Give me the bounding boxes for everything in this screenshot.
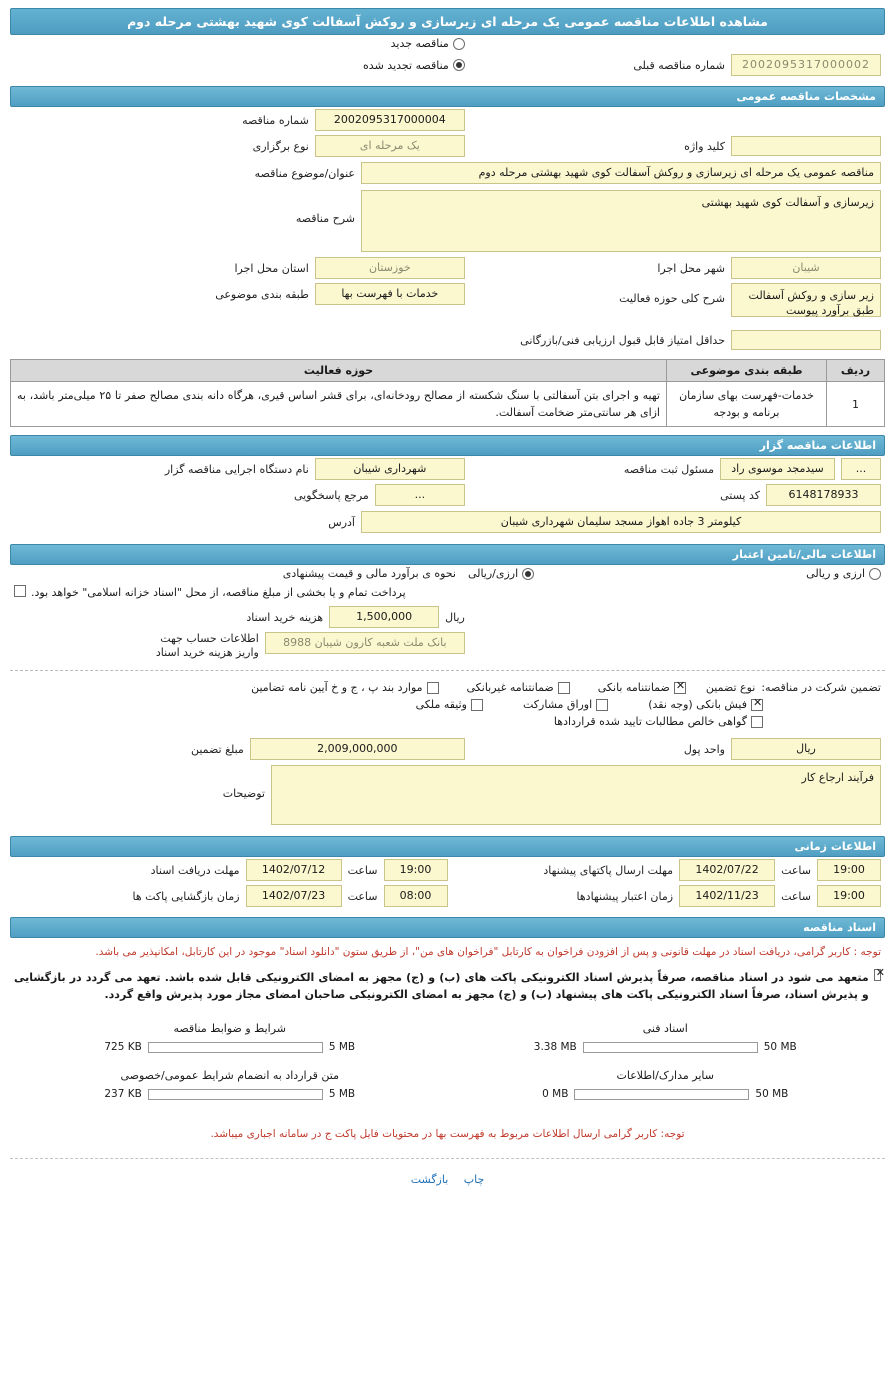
doc-size-other: 0 MB <box>542 1088 569 1100</box>
row-timing-1 <box>10 857 885 883</box>
row-location <box>10 255 885 281</box>
proposal-send-time[interactable]: 19:00 <box>817 859 881 881</box>
doc-size-contract: 237 KB <box>104 1088 142 1100</box>
row-contact <box>10 482 885 508</box>
guarantee-property-deed-checkbox[interactable] <box>471 699 483 711</box>
activity-scope-label: شرح کلی حوزه فعالیت <box>619 292 725 305</box>
cell-scope: تهیه و اجرای بتن آسفالتی با سنگ شکسته از مصالح رودخانه‌ای، برای قشر اساس قیری، هرگاه دانه بندی مصالح صفر تا ۲۵ میلی‌متر باشد، به ازای هر سانتی‌متر ضخامت آسفالت. <box>11 382 667 427</box>
opening-label: زمان بازگشایی پاکت ها <box>132 889 240 903</box>
back-link[interactable]: بازگشت <box>410 1173 449 1186</box>
previous-tender-number-value[interactable]: 2002095317000002 <box>731 54 881 76</box>
doc-receive-time[interactable]: 19:00 <box>384 859 448 881</box>
doc-title-other: سایر مدارک/اطلاعات <box>616 1069 714 1082</box>
tender-number-value[interactable]: 2002095317000004 <box>315 109 465 131</box>
doc-cell-contract <box>12 1061 448 1108</box>
guarantee-property-deed[interactable] <box>416 698 483 711</box>
proposal-send-date[interactable]: 1402/07/22 <box>679 859 775 881</box>
keyword-value[interactable] <box>731 136 881 156</box>
doc-cost-value[interactable]: 1,500,000 <box>329 606 439 628</box>
account-info-value[interactable]: بانک ملت شعبه کارون شیبان 8988 <box>265 632 465 654</box>
doc-max-contract: 5 MB <box>328 1088 356 1100</box>
doc-receive-label: مهلت دریافت اسناد <box>150 863 240 877</box>
description-value[interactable]: زیرسازی و آسفالت کوی شهید بهشتی <box>361 190 881 252</box>
doc-title-terms: شرایط و ضوابط مناقصه <box>173 1022 286 1035</box>
guarantee-nonbank-guarantee[interactable] <box>467 681 570 694</box>
doc-bar-technical <box>458 1041 874 1053</box>
doc-cell-other <box>448 1061 884 1108</box>
guarantee-net-claims-label: گواهی خالص مطالبات تایید شده قراردادها <box>553 715 747 728</box>
documents-bottom-note: توجه: کاربر گرامی ارسال اطلاعات مربوط به فهرست بها در محتویات فایل پاکت ج در سامانه اجباری میباشد. <box>210 1128 685 1140</box>
min-score-label: حداقل امتیاز قابل قبول ارزیابی فنی/بازرگانی <box>520 333 725 347</box>
guarantee-bank-guarantee-checkbox[interactable] <box>674 682 686 694</box>
guarantee-amount-value[interactable]: 2,009,000,000 <box>250 738 465 760</box>
row-estimate-type <box>10 565 885 582</box>
col-scope: حوزه فعالیت <box>11 360 667 382</box>
validity-time-label: ساعت <box>781 889 811 903</box>
doc-bar-other <box>458 1088 874 1100</box>
address-value[interactable]: کیلومتر 3 جاده اهواز مسجد سلیمان شهرداری شیبان <box>361 511 881 533</box>
row-guarantee-type-2 <box>10 696 885 713</box>
doc-title-technical: اسناد فنی <box>642 1022 688 1035</box>
opening-date[interactable]: 1402/07/23 <box>246 885 342 907</box>
radio-rial-and-currency-dot[interactable] <box>869 568 881 580</box>
row-description <box>10 187 885 255</box>
radio-rial-currency[interactable] <box>468 567 534 580</box>
doc-receive-date[interactable]: 1402/07/12 <box>246 859 342 881</box>
row-guarantee-type-3 <box>10 713 885 730</box>
section-timing-header: اطلاعات زمانی <box>10 836 885 857</box>
contact-value[interactable]: ... <box>375 484 465 506</box>
tender-type-row-new <box>10 35 885 52</box>
doc-max-terms: 5 MB <box>328 1041 356 1053</box>
doc-size-terms: 725 KB <box>104 1041 142 1053</box>
documents-red-note: توجه : کاربر گرامی، دریافت اسناد در مهلت قانونی و پس از افزودن فراخوان به کارتابل "فراخوان های من"، از طریق ستون "دانلود اسناد" موجود در این کارتابل، امکانپذیر می باشد. <box>95 946 881 958</box>
doc-cost-unit: ریال <box>445 610 465 624</box>
row-islamic-treasury <box>10 582 885 604</box>
radio-rial-and-currency-label: ارزی و ریالی <box>806 567 865 580</box>
city-label: شهر محل اجرا <box>657 261 725 275</box>
documents-file-grid <box>10 1006 885 1112</box>
guarantee-amount-label: مبلغ تضمین <box>190 742 244 756</box>
doc-progress-technical <box>583 1042 758 1053</box>
min-score-value[interactable] <box>731 330 881 350</box>
radio-rial-and-currency[interactable] <box>806 567 881 580</box>
row-tender-number <box>10 107 885 133</box>
guarantee-cash-receipt[interactable] <box>648 698 763 711</box>
row-guarantee-type-1 <box>10 679 885 696</box>
radio-rial-currency-dot[interactable] <box>522 568 534 580</box>
subject-value[interactable]: مناقصه عمومی یک مرحله ای زیرسازی و روکش آسفالت کوی شهید بهشتی مرحله دوم <box>361 162 881 184</box>
doc-title-contract: متن قرارداد به انضمام شرایط عمومی/خصوصی <box>120 1069 339 1082</box>
doc-cell-technical <box>448 1014 884 1061</box>
validity-date[interactable]: 1402/11/23 <box>679 885 775 907</box>
radio-new-tender[interactable] <box>391 37 465 50</box>
radio-renewed-tender-dot[interactable] <box>453 59 465 71</box>
print-link[interactable]: چاپ <box>463 1173 485 1186</box>
doc-progress-contract <box>148 1089 323 1100</box>
postal-code-label: کد پستی <box>720 488 760 502</box>
agency-label: نام دستگاه اجرایی مناقصه گزار <box>164 462 309 476</box>
radio-rial-currency-label: ارزی/ریالی <box>467 567 519 580</box>
guarantee-notes-label: توضیحات <box>222 787 265 800</box>
doc-progress-other <box>574 1089 749 1100</box>
estimate-type-label: نحوه ی برآورد مالی و قیمت پیشنهادی <box>282 567 456 580</box>
guarantee-cash-receipt-checkbox[interactable] <box>751 699 763 711</box>
doc-receive-time-label: ساعت <box>347 863 378 877</box>
province-label: استان محل اجرا <box>234 261 309 275</box>
row-subject <box>10 159 885 187</box>
doc-progress-terms <box>148 1042 323 1053</box>
doc-size-technical: 3.38 MB <box>533 1041 577 1053</box>
doc-bar-terms <box>22 1041 438 1053</box>
category-label: طبقه بندی موضوعی <box>215 287 309 301</box>
activity-table <box>10 359 885 427</box>
account-info-label: اطلاعات حساب جهت واریز هزینه خرید اسناد <box>155 632 259 659</box>
address-label: آدرس <box>328 515 355 529</box>
doc-bar-contract <box>22 1088 438 1100</box>
radio-renewed-tender-label: مناقصه تجدید شده <box>363 58 449 72</box>
subject-label: عنوان/موضوع مناقصه <box>254 166 355 180</box>
proposal-send-label: مهلت ارسال پاکتهای پیشنهاد <box>543 863 674 877</box>
description-label: شرح مناقصه <box>295 212 355 225</box>
currency-value[interactable]: ریال <box>731 738 881 760</box>
keyword-label: کلید واژه <box>684 139 725 153</box>
radio-new-tender-dot[interactable] <box>453 38 465 50</box>
guarantee-bank-guarantee[interactable] <box>598 681 686 694</box>
guarantee-clause-items-checkbox[interactable] <box>427 682 439 694</box>
col-row-no: ردیف <box>827 360 885 382</box>
row-holding-type <box>10 133 885 159</box>
currency-label: واحد پول <box>683 742 725 756</box>
guarantee-bonds-checkbox[interactable] <box>596 699 608 711</box>
holding-type-label: نوع برگزاری <box>252 139 309 153</box>
doc-max-technical: 50 MB <box>763 1041 797 1053</box>
commitment-checkbox[interactable] <box>874 969 881 981</box>
row-timing-2 <box>10 883 885 909</box>
row-guarantee-amount <box>10 736 885 762</box>
guarantee-clause-items-label: موارد بند پ ، ج و خ آیین نامه تضامین <box>251 681 423 694</box>
section-general-header: مشخصات مناقصه عمومی <box>10 86 885 107</box>
proposal-send-time-label: ساعت <box>781 863 811 877</box>
page-title: مشاهده اطلاعات مناقصه عمومی یک مرحله ای زیرسازی و روکش آسفالت کوی شهید بهشتی مرحله دوم <box>10 8 885 35</box>
guarantee-net-claims[interactable] <box>554 715 763 728</box>
previous-tender-number-label: شماره مناقصه قبلی <box>633 58 725 72</box>
doc-cell-terms <box>12 1014 448 1061</box>
radio-new-tender-label: مناقصه جدید <box>390 37 449 50</box>
participation-guarantee-label: تضمین شرکت در مناقصه: <box>761 681 881 694</box>
agency-value[interactable]: شهرداری شیبان <box>315 458 465 480</box>
guarantee-property-deed-label: وثیقه ملکی <box>415 698 467 711</box>
row-agency <box>10 456 885 482</box>
commitment-text: متعهد می شود در اسناد مناقصه، صرفاً پذیرش اسناد الکترونیکی پاکت های (ب) و (ج) مجهز به امضای الکترونیکی قابل شده باشد. تعهد می گردد در بازگشایی و پذیرش اسناد، صرفاً اسناد الکترونیکی پاکت های پیشنهاد (ب) و (ج) مجهز به امضای الکترونیکی صاحبان امضای مجاز مورد پذیرش واقع گردد. <box>14 971 869 1001</box>
guarantee-clause-items[interactable] <box>251 681 438 694</box>
divider-guarantee <box>10 670 885 671</box>
category-value[interactable]: خدمات با فهرست بها <box>315 283 465 305</box>
validity-time[interactable]: 19:00 <box>817 885 881 907</box>
table-row <box>11 382 885 427</box>
cell-classification: خدمات-فهرست بهای سازمان برنامه و بودجه <box>667 382 827 427</box>
islamic-treasury-note: پرداخت تمام و یا بخشی از مبلغ مناقصه، از محل "اسناد خزانه اسلامی" خواهد بود. <box>31 586 406 599</box>
guarantee-bank-guarantee-label: ضمانتنامه بانکی <box>597 681 670 694</box>
section-documents-header: اسناد مناقصه <box>10 917 885 938</box>
cell-row-no: 1 <box>827 382 885 427</box>
radio-renewed-tender[interactable] <box>363 59 465 72</box>
section-organizer-header: اطلاعات مناقصه گزار <box>10 435 885 456</box>
row-min-score <box>10 327 885 353</box>
postal-code-value[interactable]: 6148178933 <box>766 484 881 506</box>
row-address <box>10 508 885 536</box>
doc-max-other: 50 MB <box>755 1088 789 1100</box>
section-financial-header: اطلاعات مالی/تامین اعتبار <box>10 544 885 565</box>
holding-type-value[interactable]: یک مرحله ای <box>315 135 465 157</box>
guarantee-notes-value[interactable]: فرآیند ارجاع کار <box>271 765 881 825</box>
guarantee-nonbank-guarantee-checkbox[interactable] <box>558 682 570 694</box>
row-doc-cost <box>10 604 885 630</box>
row-guarantee-notes <box>10 762 885 828</box>
doc-cost-label: هزینه خرید اسناد <box>246 610 324 624</box>
commitment-row <box>10 966 885 1006</box>
guarantee-net-claims-checkbox[interactable] <box>751 716 763 728</box>
registrar-extra[interactable]: ... <box>841 458 881 480</box>
guarantee-cash-receipt-label: فیش بانکی (وجه نقد) <box>648 698 747 711</box>
col-classification: طبقه بندی موضوعی <box>667 360 827 382</box>
contact-label: مرجع پاسخگویی <box>293 488 369 502</box>
row-account-info <box>10 630 885 662</box>
activity-table-header-row <box>11 360 885 382</box>
footer-actions <box>10 1163 885 1190</box>
opening-time[interactable]: 08:00 <box>384 885 448 907</box>
footer-divider <box>10 1158 885 1159</box>
guarantee-bonds[interactable] <box>523 698 608 711</box>
province-value[interactable]: خوزستان <box>315 257 465 279</box>
opening-time-label: ساعت <box>347 889 378 903</box>
city-value[interactable]: شیبان <box>731 257 881 279</box>
validity-label: زمان اعتبار پیشنهادها <box>576 889 674 903</box>
row-category <box>10 281 885 319</box>
tender-number-label: شماره مناقصه <box>242 113 309 127</box>
guarantee-type-label: نوع تضمین <box>705 681 756 694</box>
islamic-treasury-checkbox[interactable] <box>14 585 26 597</box>
activity-scope-value[interactable]: زیر سازی و روکش آسفالت طبق برآورد پیوست <box>731 283 881 317</box>
registrar-value[interactable]: سیدمجد موسوی راد <box>720 458 835 480</box>
guarantee-nonbank-guarantee-label: ضمانتنامه غیربانکی <box>466 681 554 694</box>
registrar-label: مسئول ثبت مناقصه <box>623 462 714 476</box>
tender-type-row-renewed <box>10 52 885 78</box>
guarantee-bonds-label: اوراق مشارکت <box>523 698 593 711</box>
